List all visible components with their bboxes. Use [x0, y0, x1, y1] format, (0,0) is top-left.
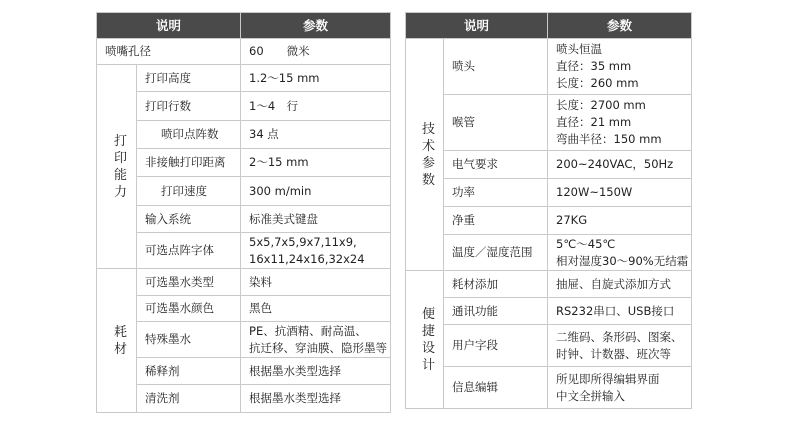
row-label: 可选墨水类型: [137, 269, 241, 296]
row-label: 清洗剂: [137, 385, 241, 413]
row-label: 用户字段: [444, 325, 548, 367]
table-row: [406, 151, 692, 179]
row-value: 2～15 mm: [241, 149, 391, 177]
row-value: 二维码、条形码、图案、 时钟、计数器、班次等: [548, 325, 692, 367]
table-row: [97, 65, 391, 92]
row-label: 净重: [444, 207, 548, 235]
row-label: 功率: [444, 179, 548, 207]
table-row: [97, 269, 391, 296]
table-row: [97, 206, 391, 233]
group-print-capability: 打 印 能 力: [97, 65, 137, 269]
row-label: 喷印点阵数: [137, 121, 241, 149]
row-label: 打印行数: [137, 92, 241, 121]
table-row: [97, 296, 391, 322]
table-row: [406, 207, 692, 235]
row-label: 打印速度: [137, 177, 241, 206]
row-label: 喷头: [444, 39, 548, 95]
row-value: 27KG: [548, 207, 692, 235]
row-label: 输入系统: [137, 206, 241, 233]
table-row: [406, 95, 692, 151]
table-row: [406, 39, 692, 95]
table-row: [97, 121, 391, 149]
table-row: [406, 325, 692, 367]
row-value: 标准美式键盘: [241, 206, 391, 233]
table-row: [406, 271, 692, 298]
left-spec-table: [96, 12, 391, 413]
table-row: [97, 92, 391, 121]
row-value: PE、抗酒精、耐高温、 抗迁移、穿油膜、隐形墨等: [241, 322, 391, 358]
row-value: 喷头恒温 直径：35 mm 长度：260 mm: [548, 39, 692, 95]
left-header-name: 说明: [97, 13, 241, 39]
table-row: [97, 177, 391, 206]
right-header-param: 参数: [548, 13, 692, 39]
left-header-param: 参数: [241, 13, 391, 39]
table-row: [97, 385, 391, 413]
right-spec-table: [405, 12, 692, 409]
row-label: 信息编辑: [444, 367, 548, 409]
row-value: 抽屉、自旋式添加方式: [548, 271, 692, 298]
nozzle-label: 喷嘴孔径: [97, 39, 241, 65]
row-label: 温度／湿度范围: [444, 235, 548, 271]
row-label: 喉管: [444, 95, 548, 151]
row-label: 特殊墨水: [137, 322, 241, 358]
table-row: [406, 367, 692, 409]
right-header-name: 说明: [406, 13, 548, 39]
table-row: [97, 233, 391, 269]
row-value: 34 点: [241, 121, 391, 149]
row-value: 5x5,7x5,9x7,11x9, 16x11,24x16,32x24: [241, 233, 391, 269]
row-value: 120W~150W: [548, 179, 692, 207]
row-value: 200~240VAC，50Hz: [548, 151, 692, 179]
table-row: [406, 298, 692, 325]
group-technical-params: 技 术 参 数: [406, 39, 444, 271]
table-row: [406, 179, 692, 207]
row-label: 可选墨水颜色: [137, 296, 241, 322]
row-label: 可选点阵字体: [137, 233, 241, 269]
row-label: 通讯功能: [444, 298, 548, 325]
row-value: 所见即所得编辑界面 中文全拼输入: [548, 367, 692, 409]
row-value: 根据墨水类型选择: [241, 385, 391, 413]
nozzle-value: 60 微米: [241, 39, 391, 65]
row-value: 1～4 行: [241, 92, 391, 121]
row-value: 300 m/min: [241, 177, 391, 206]
row-label: 打印高度: [137, 65, 241, 92]
row-label: 电气要求: [444, 151, 548, 179]
row-value: 根据墨水类型选择: [241, 358, 391, 385]
row-label: 非接触打印距离: [137, 149, 241, 177]
row-value: 染料: [241, 269, 391, 296]
table-row: [97, 322, 391, 358]
table-row: [406, 235, 692, 271]
row-value: 1.2～15 mm: [241, 65, 391, 92]
table-row: [97, 358, 391, 385]
row-value: 黑色: [241, 296, 391, 322]
row-label: 耗材添加: [444, 271, 548, 298]
row-value: RS232串口、USB接口: [548, 298, 692, 325]
group-convenient-design: 便 捷 设 计: [406, 271, 444, 409]
row-value: 5℃～45℃ 相对湿度30～90%无结霜: [548, 235, 692, 271]
group-consumables: 耗 材: [97, 269, 137, 413]
row-label: 稀释剂: [137, 358, 241, 385]
table-row: [97, 149, 391, 177]
row-value: 长度：2700 mm 直径：21 mm 弯曲半径：150 mm: [548, 95, 692, 151]
